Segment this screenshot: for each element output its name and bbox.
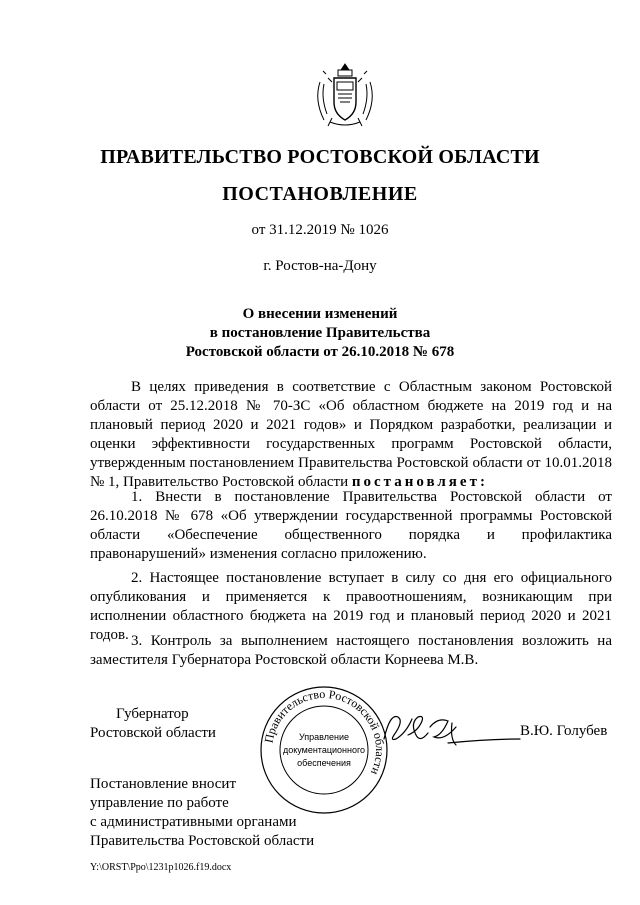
submitter-line: Правительства Ростовской области [90, 833, 315, 849]
intro-paragraph [90, 378, 612, 492]
government-name: ПРАВИТЕЛЬСТВО РОСТОВСКОЙ ОБЛАСТИ [100, 146, 540, 168]
coat-of-arms-emblem [310, 60, 380, 130]
submitter-line: управление по работе [90, 795, 229, 811]
document-type: ПОСТАНОВЛЕНИЕ [222, 183, 418, 205]
clause-2: 2. Настоящее постановление вступает в силу со дня его официального опубликования и применяется к правоотношениям, возникающим при исполнении областного бюджета на 2019 год и плановый период 2020 и 2021 годов. [90, 570, 612, 643]
submitter-line: с административными органами [90, 814, 297, 830]
stamp-inner-line: Управление [298, 732, 350, 742]
clause-3: 3. Контроль за выполнением настоящего постановления возложить на заместителя Губернатора Ростовской области Корнеева М.В. [90, 633, 612, 668]
clause-1: 1. Внести в постановление Правительства Ростовской области от 26.10.2018 № 678 «Об утверждении государственной программы Ростовской области «Обеспечение общественного порядка и профилактика правонарушений» изменения согласно приложению. [90, 489, 612, 562]
stamp-outer-text: Правительство Ростовской области [261, 686, 388, 778]
document-city: г. Ростов-на-Дону [263, 258, 377, 274]
submitter-line: Постановление вносит [90, 776, 237, 792]
signer-title [90, 705, 216, 743]
document-subject [0, 305, 640, 362]
handwritten-signature [378, 705, 528, 755]
intro-text: В целях приведения в соответствие с Областным законом Ростовской области от 25.12.2018 № 70-ЗС «Об областном бюджете на 2019 год и на плановый период 2020 и 2021 годов» и Порядком разработки, реализации и оценки эффективности государственных программ Ростовской области, утвержденным постановлением Правительства Ростовской области от 10.01.2018 № 1, Правительство Ростовской области [90, 379, 612, 490]
stamp-inner-line: обеспечения [297, 758, 351, 768]
subject-line: в постановление Правительства [209, 325, 431, 341]
stamp-inner-line: документационного [282, 745, 366, 755]
signer-title-line: Ростовской области [90, 725, 216, 741]
signer-title-line: Губернатор [116, 706, 189, 722]
document-date-number: от 31.12.2019 № 1026 [251, 222, 389, 238]
signer-name: В.Ю. Голубев [520, 723, 608, 739]
subject-line: О внесении изменений [242, 306, 398, 322]
submitter-note [90, 775, 314, 851]
file-path: Y:\ORST\Ppo\1231p1026.f19.docx [90, 862, 232, 873]
subject-line: Ростовской области от 26.10.2018 № 678 [185, 344, 455, 360]
resolves-keyword: постановляет: [351, 474, 488, 490]
